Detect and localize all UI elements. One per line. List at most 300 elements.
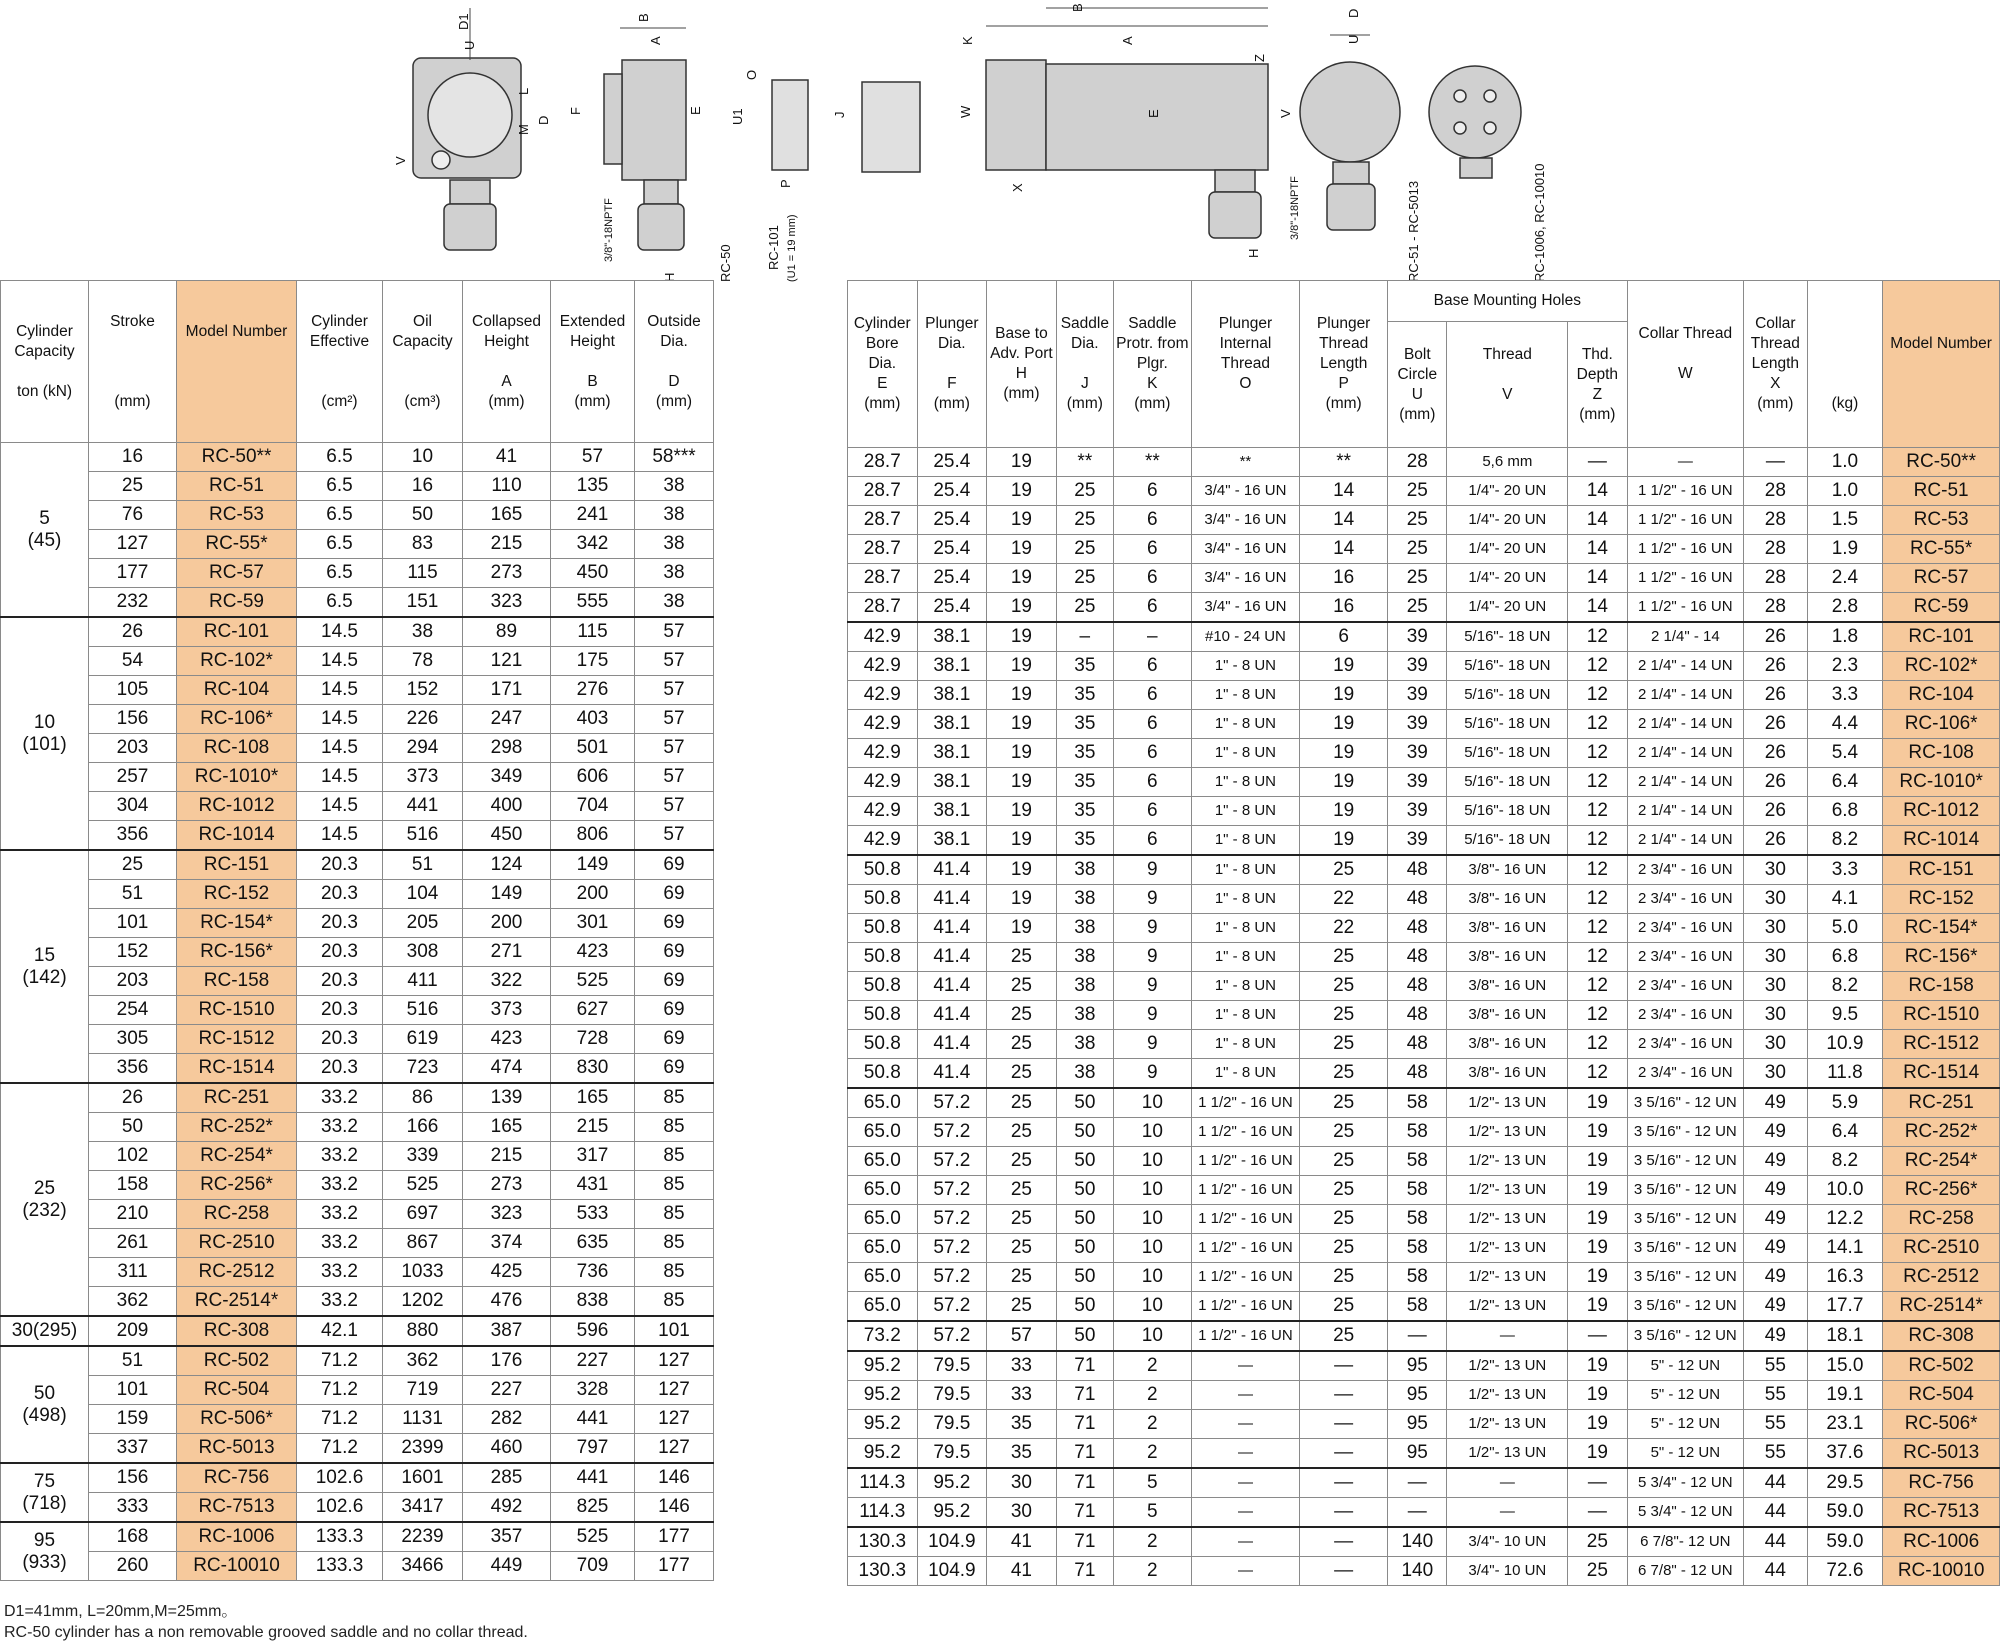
- capacity-ton: 95: [33, 1529, 56, 1551]
- label-A: A: [648, 36, 663, 45]
- saddle-protr-cell: 10: [1113, 1321, 1191, 1351]
- oil-capacity-cell: 226: [383, 705, 463, 734]
- table-row: [848, 1118, 2000, 1147]
- mount-thread-cell: 5/16"- 18 UN: [1447, 768, 1568, 797]
- label-O: O: [744, 69, 759, 80]
- collapsed-height-cell: 110: [463, 472, 551, 501]
- cylinder-effective-cell: 33.2: [297, 1113, 383, 1142]
- outside-dia-cell: 85: [635, 1142, 714, 1171]
- bolt-circle-cell: 58: [1388, 1088, 1447, 1118]
- table-row: [1, 850, 714, 880]
- mount-thread-cell: 1/2"- 13 UN: [1447, 1351, 1568, 1381]
- table-row: [1, 821, 714, 851]
- thd-depth-cell: 12: [1568, 914, 1627, 943]
- base-port-cell: 33: [987, 1351, 1057, 1381]
- plunger-dia-cell: 38.1: [917, 826, 987, 856]
- extended-height-cell: 525: [551, 967, 635, 996]
- bore-dia-cell: 65.0: [848, 1234, 918, 1263]
- saddle-dia-cell: 35: [1056, 710, 1113, 739]
- weight-cell: 29.5: [1807, 1468, 1883, 1498]
- weight-cell: 5.9: [1807, 1088, 1883, 1118]
- rc50-fitting: [450, 180, 490, 204]
- internal-thread-cell: 3/4" - 16 UN: [1191, 593, 1299, 623]
- cyl-collar: [986, 60, 1046, 170]
- saddle-protr-cell: 9: [1113, 943, 1191, 972]
- header-saddle-dia: Saddle Dia. J (mm): [1056, 281, 1113, 448]
- internal-thread-cell: 1 1/2" - 16 UN: [1191, 1118, 1299, 1147]
- collar-thread-cell: 3 5/16" - 12 UN: [1627, 1205, 1744, 1234]
- table-row: [848, 448, 2000, 477]
- bore-dia-cell: 28.7: [848, 506, 918, 535]
- extended-height-cell: 342: [551, 530, 635, 559]
- table-row: [1, 676, 714, 705]
- base-port-cell: 41: [987, 1557, 1057, 1586]
- extended-height-cell: 709: [551, 1552, 635, 1581]
- internal-thread-cell: 3/4" - 16 UN: [1191, 477, 1299, 506]
- internal-thread-cell: 1 1/2" - 16 UN: [1191, 1263, 1299, 1292]
- bolt-circle-cell: 58: [1388, 1176, 1447, 1205]
- weight-cell: 1.0: [1807, 448, 1883, 477]
- collapsed-height-cell: 349: [463, 763, 551, 792]
- model-number-cell: RC-254*: [177, 1142, 297, 1171]
- table-row: [848, 1381, 2000, 1410]
- stroke-cell: 51: [89, 880, 177, 909]
- oil-capacity-cell: 166: [383, 1113, 463, 1142]
- table-row: [848, 477, 2000, 506]
- label-rc50: RC-50: [718, 244, 733, 282]
- mount-thread-cell: 3/8"- 16 UN: [1447, 1001, 1568, 1030]
- internal-thread-cell: 1 1/2" - 16 UN: [1191, 1147, 1299, 1176]
- mount-thread-cell: —: [1447, 1498, 1568, 1528]
- saddle-protr-cell: 2: [1113, 1410, 1191, 1439]
- model-number-cell: RC-158: [1883, 972, 2000, 1001]
- plunger-dia-cell: 57.2: [917, 1263, 987, 1292]
- weight-cell: 15.0: [1807, 1351, 1883, 1381]
- collapsed-height-cell: 273: [463, 1171, 551, 1200]
- cylinder-effective-cell: 102.6: [297, 1463, 383, 1493]
- internal-thread-cell: —: [1191, 1351, 1299, 1381]
- mount-thread-cell: 3/8"- 16 UN: [1447, 1030, 1568, 1059]
- table-row: [848, 681, 2000, 710]
- header-extended: Extended Height B (mm): [551, 281, 635, 443]
- table-row: [848, 506, 2000, 535]
- model-number-cell: RC-756: [177, 1463, 297, 1493]
- saddle-protr-cell: 6: [1113, 477, 1191, 506]
- collapsed-height-cell: 492: [463, 1493, 551, 1523]
- oil-capacity-cell: 867: [383, 1229, 463, 1258]
- extended-height-cell: 175: [551, 647, 635, 676]
- collar-thread-cell: 2 1/4" - 14 UN: [1627, 739, 1744, 768]
- collar-length-cell: 49: [1744, 1263, 1807, 1292]
- model-number-cell: RC-102*: [177, 647, 297, 676]
- thread-length-cell: 25: [1300, 1205, 1388, 1234]
- capacity-ton: 5: [39, 507, 50, 529]
- saddle-dia-cell: 50: [1056, 1292, 1113, 1322]
- label-npt-left: 3/8"-18NPTF: [603, 198, 615, 262]
- stroke-cell: 159: [89, 1405, 177, 1434]
- saddle-dia-cell: 35: [1056, 768, 1113, 797]
- plunger-dia-cell: 79.5: [917, 1351, 987, 1381]
- model-number-cell: RC-53: [177, 501, 297, 530]
- collar-length-cell: 55: [1744, 1410, 1807, 1439]
- label-U1: U1: [730, 108, 745, 125]
- header-effective: Cylinder Effective (cm²): [297, 281, 383, 443]
- thd-depth-cell: 14: [1568, 535, 1627, 564]
- bore-dia-cell: 42.9: [848, 768, 918, 797]
- saddle-protr-cell: 6: [1113, 593, 1191, 623]
- thd-depth-cell: 19: [1568, 1351, 1627, 1381]
- outside-dia-cell: 85: [635, 1258, 714, 1287]
- cyl-fitting: [1215, 170, 1255, 192]
- stroke-cell: 177: [89, 559, 177, 588]
- bolt-circle-cell: 58: [1388, 1292, 1447, 1322]
- rc50-side-body: [622, 60, 686, 180]
- header-collar-length: Collar Thread Length X (mm): [1744, 281, 1807, 448]
- stroke-cell: 101: [89, 1376, 177, 1405]
- extended-height-cell: 830: [551, 1054, 635, 1084]
- collapsed-height-cell: 357: [463, 1522, 551, 1552]
- bore-dia-cell: 28.7: [848, 477, 918, 506]
- note-rc50: RC-50 cylinder has a non removable grooved saddle and no collar thread.: [4, 1624, 528, 1641]
- thread-length-cell: 25: [1300, 1059, 1388, 1089]
- thread-length-cell: —: [1300, 1439, 1388, 1469]
- bolt-circle-cell: —: [1388, 1498, 1447, 1528]
- cylinder-effective-cell: 71.2: [297, 1376, 383, 1405]
- internal-thread-cell: —: [1191, 1498, 1299, 1528]
- label-M: M: [516, 124, 531, 135]
- capacity-kn: (295): [32, 1320, 78, 1341]
- stroke-cell: 51: [89, 1346, 177, 1376]
- saddle-dia-cell: 25: [1056, 506, 1113, 535]
- model-number-cell: RC-151: [1883, 855, 2000, 885]
- outside-dia-cell: 85: [635, 1171, 714, 1200]
- saddle-protr-cell: –: [1113, 622, 1191, 652]
- outside-dia-cell: 177: [635, 1522, 714, 1552]
- collar-length-cell: 30: [1744, 1030, 1807, 1059]
- table-row: [848, 1557, 2000, 1586]
- thread-length-cell: 19: [1300, 768, 1388, 797]
- saddle-protr-cell: 2: [1113, 1351, 1191, 1381]
- thd-depth-cell: 12: [1568, 826, 1627, 856]
- outside-dia-cell: 146: [635, 1493, 714, 1523]
- weight-cell: 2.4: [1807, 564, 1883, 593]
- model-number-cell: RC-254*: [1883, 1147, 2000, 1176]
- mount-thread-cell: 3/8"- 16 UN: [1447, 914, 1568, 943]
- stroke-cell: 105: [89, 676, 177, 705]
- stroke-cell: 209: [89, 1316, 177, 1346]
- table-row: [848, 1527, 2000, 1557]
- stroke-cell: 305: [89, 1025, 177, 1054]
- mount-thread-cell: 3/8"- 16 UN: [1447, 972, 1568, 1001]
- thread-length-cell: 14: [1300, 477, 1388, 506]
- capacity-cell: [1, 1316, 89, 1346]
- label-P: P: [778, 179, 793, 188]
- outside-dia-cell: 57: [635, 792, 714, 821]
- cylinder-effective-cell: 133.3: [297, 1552, 383, 1581]
- saddle-protr-cell: 10: [1113, 1234, 1191, 1263]
- plunger-dia-cell: 25.4: [917, 448, 987, 477]
- collar-thread-cell: 3 5/16" - 12 UN: [1627, 1088, 1744, 1118]
- base-port-cell: 30: [987, 1498, 1057, 1528]
- internal-thread-cell: 1" - 8 UN: [1191, 768, 1299, 797]
- oil-capacity-cell: 38: [383, 617, 463, 647]
- table-row: [848, 1176, 2000, 1205]
- stroke-cell: 25: [89, 472, 177, 501]
- extended-height-cell: 596: [551, 1316, 635, 1346]
- thread-length-cell: 25: [1300, 1263, 1388, 1292]
- collapsed-height-cell: 323: [463, 1200, 551, 1229]
- model-number-cell: RC-258: [1883, 1205, 2000, 1234]
- cylinder-effective-cell: 20.3: [297, 909, 383, 938]
- outside-dia-cell: 85: [635, 1287, 714, 1317]
- model-number-cell: RC-51: [177, 472, 297, 501]
- plunger-dia-cell: 38.1: [917, 768, 987, 797]
- bolt-circle-cell: 39: [1388, 622, 1447, 652]
- extended-height-cell: 115: [551, 617, 635, 647]
- bore-dia-cell: 50.8: [848, 914, 918, 943]
- table-row: [848, 652, 2000, 681]
- cylinder-effective-cell: 20.3: [297, 880, 383, 909]
- table-row: [1, 909, 714, 938]
- bolt-circle-cell: 48: [1388, 943, 1447, 972]
- thd-depth-cell: 12: [1568, 797, 1627, 826]
- outside-dia-cell: 69: [635, 909, 714, 938]
- internal-thread-cell: 3/4" - 16 UN: [1191, 535, 1299, 564]
- outside-dia-cell: 127: [635, 1376, 714, 1405]
- thd-depth-cell: 14: [1568, 506, 1627, 535]
- saddle-protr-cell: 10: [1113, 1292, 1191, 1322]
- outside-dia-cell: 58***: [635, 443, 714, 472]
- collapsed-height-cell: 215: [463, 1142, 551, 1171]
- collapsed-height-cell: 449: [463, 1552, 551, 1581]
- plunger-dia-cell: 57.2: [917, 1147, 987, 1176]
- mount-thread-cell: 1/2"- 13 UN: [1447, 1234, 1568, 1263]
- collapsed-height-cell: 176: [463, 1346, 551, 1376]
- capacity-kn: (498): [22, 1404, 67, 1426]
- bolt-circle-cell: 58: [1388, 1263, 1447, 1292]
- plunger-dia-cell: 57.2: [917, 1292, 987, 1322]
- base-port-cell: 19: [987, 622, 1057, 652]
- collar-thread-cell: 5" - 12 UN: [1627, 1410, 1744, 1439]
- large-base-hole-4: [1484, 122, 1496, 134]
- collar-length-cell: 30: [1744, 1059, 1807, 1089]
- weight-cell: 18.1: [1807, 1321, 1883, 1351]
- collapsed-height-cell: 200: [463, 909, 551, 938]
- mount-thread-cell: 1/2"- 13 UN: [1447, 1381, 1568, 1410]
- outside-dia-cell: 85: [635, 1113, 714, 1142]
- model-number-cell: RC-51: [1883, 477, 2000, 506]
- table-row: [1, 1376, 714, 1405]
- stroke-cell: 257: [89, 763, 177, 792]
- collar-length-cell: 30: [1744, 914, 1807, 943]
- bore-dia-cell: 65.0: [848, 1147, 918, 1176]
- table-row: [848, 1351, 2000, 1381]
- collar-thread-cell: 5 3/4" - 12 UN: [1627, 1468, 1744, 1498]
- bore-dia-cell: 65.0: [848, 1292, 918, 1322]
- base-port-cell: 25: [987, 1263, 1057, 1292]
- table-row: [1, 705, 714, 734]
- saddle-protr-cell: 6: [1113, 710, 1191, 739]
- saddle-dia-cell: 71: [1056, 1557, 1113, 1586]
- outside-dia-cell: 57: [635, 617, 714, 647]
- internal-thread-cell: 1 1/2" - 16 UN: [1191, 1234, 1299, 1263]
- dimensions-table: [847, 280, 2000, 1586]
- mount-thread-cell: 3/8"- 16 UN: [1447, 885, 1568, 914]
- base-port-cell: 25: [987, 1205, 1057, 1234]
- bore-dia-cell: 50.8: [848, 943, 918, 972]
- large-base-hole-2: [1484, 90, 1496, 102]
- internal-thread-cell: 1" - 8 UN: [1191, 681, 1299, 710]
- table-row: [848, 1321, 2000, 1351]
- thread-length-cell: 16: [1300, 593, 1388, 623]
- model-number-cell: RC-1006: [1883, 1527, 2000, 1557]
- saddle-dia-cell: 38: [1056, 943, 1113, 972]
- table-row: [848, 622, 2000, 652]
- weight-cell: 2.3: [1807, 652, 1883, 681]
- collapsed-height-cell: 121: [463, 647, 551, 676]
- extended-height-cell: 441: [551, 1463, 635, 1493]
- table-row: [1, 1434, 714, 1464]
- thd-depth-cell: 14: [1568, 477, 1627, 506]
- extended-height-cell: 403: [551, 705, 635, 734]
- mount-thread-cell: 1/4"- 20 UN: [1447, 506, 1568, 535]
- extended-height-cell: 736: [551, 1258, 635, 1287]
- stroke-cell: 152: [89, 938, 177, 967]
- stroke-cell: 16: [89, 443, 177, 472]
- extended-height-cell: 501: [551, 734, 635, 763]
- stroke-cell: 158: [89, 1171, 177, 1200]
- model-number-cell: RC-7513: [1883, 1498, 2000, 1528]
- outside-dia-cell: 69: [635, 1054, 714, 1084]
- weight-cell: 6.4: [1807, 768, 1883, 797]
- outside-dia-cell: 69: [635, 967, 714, 996]
- table-row: [848, 855, 2000, 885]
- table-row: [848, 710, 2000, 739]
- thd-depth-cell: 19: [1568, 1176, 1627, 1205]
- base-view-fitting: [1333, 162, 1369, 184]
- collar-length-cell: 26: [1744, 797, 1807, 826]
- plunger-dia-cell: 25.4: [917, 564, 987, 593]
- thread-length-cell: 19: [1300, 797, 1388, 826]
- base-port-cell: 19: [987, 652, 1057, 681]
- collar-thread-cell: 2 3/4" - 16 UN: [1627, 943, 1744, 972]
- base-port-cell: 19: [987, 855, 1057, 885]
- saddle-dia-cell: 71: [1056, 1381, 1113, 1410]
- label-cyl-E: E: [1146, 109, 1161, 118]
- rc50-mount-hole: [432, 151, 450, 169]
- outside-dia-cell: 69: [635, 880, 714, 909]
- thread-length-cell: 25: [1300, 972, 1388, 1001]
- header-saddle-protr: Saddle Protr. from Plgr. K (mm): [1113, 281, 1191, 448]
- table-row: [848, 972, 2000, 1001]
- saddle-protr-cell: 6: [1113, 826, 1191, 856]
- collar-length-cell: 30: [1744, 943, 1807, 972]
- saddle-dia-cell: 50: [1056, 1234, 1113, 1263]
- bore-dia-cell: 42.9: [848, 739, 918, 768]
- table-row: [1, 1405, 714, 1434]
- stroke-cell: 127: [89, 530, 177, 559]
- outside-dia-cell: 69: [635, 850, 714, 880]
- table-row: [848, 1147, 2000, 1176]
- stroke-cell: 26: [89, 617, 177, 647]
- model-number-cell: RC-502: [1883, 1351, 2000, 1381]
- bolt-circle-cell: 140: [1388, 1527, 1447, 1557]
- saddle-protr-cell: 2: [1113, 1439, 1191, 1469]
- plunger-dia-cell: 79.5: [917, 1410, 987, 1439]
- extended-height-cell: 200: [551, 880, 635, 909]
- extended-height-cell: 227: [551, 1346, 635, 1376]
- collar-thread-cell: 2 1/4" - 14: [1627, 622, 1744, 652]
- saddle-protr-cell: 9: [1113, 972, 1191, 1001]
- bore-dia-cell: 114.3: [848, 1498, 918, 1528]
- bore-dia-cell: 42.9: [848, 826, 918, 856]
- extended-height-cell: 423: [551, 938, 635, 967]
- label-cyl-B: B: [1070, 3, 1085, 12]
- cyl-plunger-end: [862, 82, 920, 172]
- outside-dia-cell: 57: [635, 676, 714, 705]
- thread-length-cell: —: [1300, 1468, 1388, 1498]
- saddle-dia-cell: 38: [1056, 855, 1113, 885]
- base-port-cell: 25: [987, 1234, 1057, 1263]
- collar-thread-cell: 2 1/4" - 14 UN: [1627, 797, 1744, 826]
- cylinder-effective-cell: 33.2: [297, 1229, 383, 1258]
- bolt-circle-cell: 39: [1388, 710, 1447, 739]
- stroke-cell: 25: [89, 850, 177, 880]
- collar-thread-cell: 2 1/4" - 14 UN: [1627, 710, 1744, 739]
- base-port-cell: 19: [987, 885, 1057, 914]
- table-row: [1, 1316, 714, 1346]
- thd-depth-cell: 12: [1568, 739, 1627, 768]
- oil-capacity-cell: 373: [383, 763, 463, 792]
- collar-length-cell: 30: [1744, 855, 1807, 885]
- internal-thread-cell: 1" - 8 UN: [1191, 1001, 1299, 1030]
- model-number-cell: RC-252*: [1883, 1118, 2000, 1147]
- model-number-cell: RC-1514: [177, 1054, 297, 1084]
- weight-cell: 2.8: [1807, 593, 1883, 623]
- collar-thread-cell: 3 5/16" - 12 UN: [1627, 1292, 1744, 1322]
- oil-capacity-cell: 1601: [383, 1463, 463, 1493]
- weight-cell: 3.3: [1807, 855, 1883, 885]
- mount-thread-cell: 1/2"- 13 UN: [1447, 1439, 1568, 1469]
- saddle-protr-cell: 6: [1113, 652, 1191, 681]
- collapsed-height-cell: 387: [463, 1316, 551, 1346]
- collapsed-height-cell: 425: [463, 1258, 551, 1287]
- collapsed-height-cell: 273: [463, 559, 551, 588]
- table-row: [1, 1552, 714, 1581]
- model-number-cell: RC-59: [1883, 593, 2000, 623]
- mount-thread-cell: 5/16"- 18 UN: [1447, 710, 1568, 739]
- plunger-dia-cell: 41.4: [917, 1001, 987, 1030]
- collar-length-cell: 30: [1744, 972, 1807, 1001]
- model-number-cell: RC-57: [1883, 564, 2000, 593]
- saddle-dia-cell: 35: [1056, 681, 1113, 710]
- plunger-dia-cell: 25.4: [917, 477, 987, 506]
- header-thread: Thread V: [1447, 322, 1568, 448]
- mount-thread-cell: 3/8"- 16 UN: [1447, 943, 1568, 972]
- collar-length-cell: 26: [1744, 681, 1807, 710]
- bolt-circle-cell: 95: [1388, 1381, 1447, 1410]
- internal-thread-cell: —: [1191, 1439, 1299, 1469]
- bolt-circle-cell: 39: [1388, 652, 1447, 681]
- table-row: [848, 593, 2000, 623]
- collapsed-height-cell: 165: [463, 501, 551, 530]
- collapsed-height-cell: 271: [463, 938, 551, 967]
- label-L: L: [516, 87, 531, 95]
- base-port-cell: 19: [987, 564, 1057, 593]
- oil-capacity-cell: 151: [383, 588, 463, 618]
- model-number-cell: RC-756: [1883, 1468, 2000, 1498]
- cylinder-effective-cell: 71.2: [297, 1434, 383, 1464]
